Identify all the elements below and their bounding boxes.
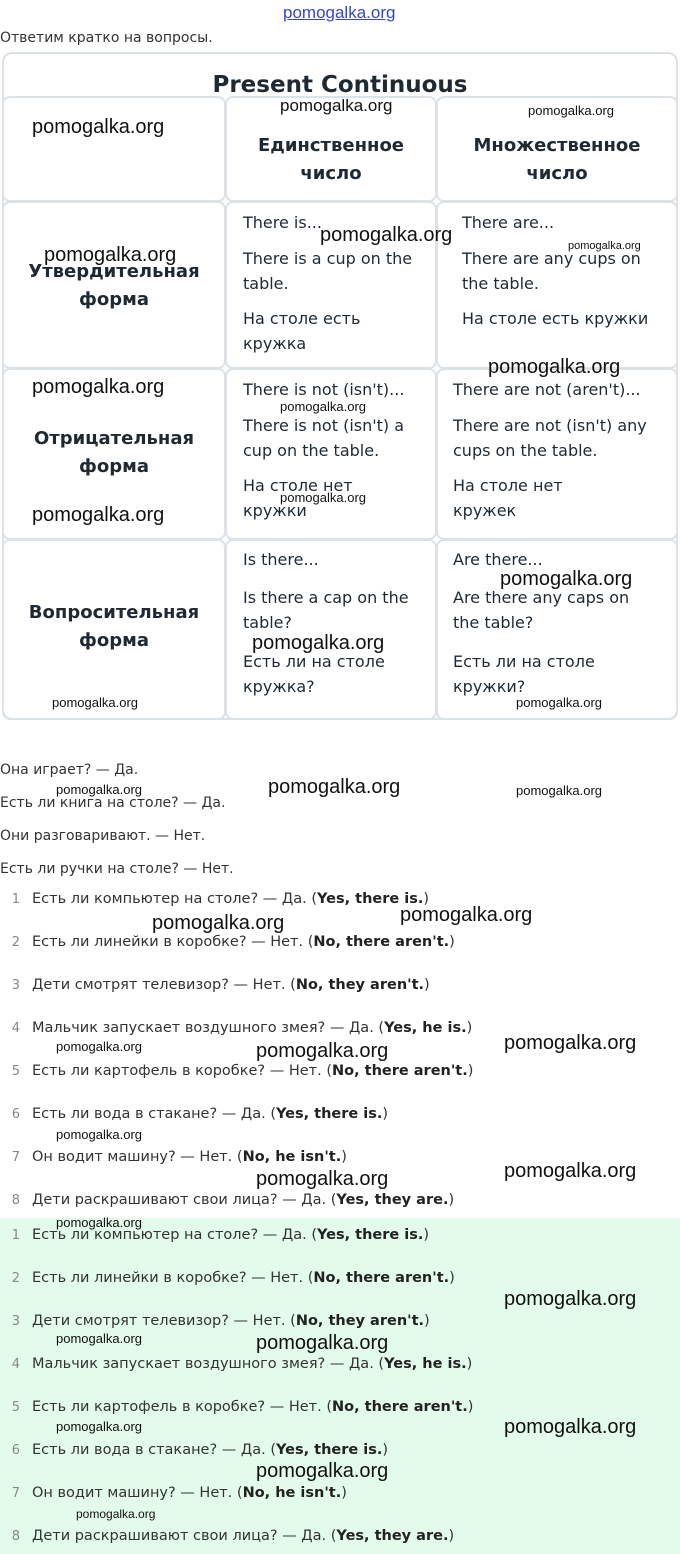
question-answer: Yes, there is. bbox=[316, 891, 424, 907]
answer-value: Yes, they are. bbox=[336, 1528, 449, 1544]
question-plural-example: Are there any caps on the table? bbox=[453, 588, 630, 632]
question-number: 5 bbox=[11, 1064, 20, 1079]
affirmative-plural-translation: На столе есть кружки bbox=[462, 309, 649, 328]
question-close: ) bbox=[341, 1149, 347, 1165]
short-answer-line: Есть ли книга на столе? — Да. bbox=[0, 795, 226, 811]
watermark: pomogalka.org bbox=[516, 695, 602, 710]
answer-item-2 bbox=[0, 1270, 455, 1286]
intro-text: Ответим кратко на вопросы. bbox=[0, 30, 213, 46]
question-number: 6 bbox=[11, 1107, 20, 1122]
question-plural-translation: Есть ли на столе кружки? bbox=[453, 652, 595, 696]
watermark: pomogalka.org bbox=[280, 399, 366, 414]
question-item-6 bbox=[0, 1106, 388, 1122]
watermark: pomogalka.org bbox=[256, 1332, 389, 1354]
question-item-7 bbox=[0, 1149, 347, 1165]
header-singular: Единственное число bbox=[257, 135, 405, 184]
watermark: pomogalka.org bbox=[56, 1215, 142, 1230]
question-answer: No, they aren't. bbox=[295, 977, 425, 993]
answer-value: Yes, there is. bbox=[316, 1227, 424, 1243]
watermark: pomogalka.org bbox=[256, 1168, 389, 1190]
watermark: pomogalka.org bbox=[56, 1127, 142, 1142]
answer-number: 4 bbox=[11, 1357, 20, 1372]
answer-close: ) bbox=[467, 1399, 474, 1415]
question-text: Дети смотрят телевизор? — Нет. ( bbox=[32, 977, 296, 993]
row-label-affirmative: Утвердительная форма bbox=[28, 261, 200, 310]
answer-item-3 bbox=[0, 1313, 430, 1329]
question-plural-pattern: Are there... bbox=[453, 550, 543, 569]
watermark: pomogalka.org bbox=[504, 1160, 637, 1182]
question-number: 2 bbox=[11, 935, 20, 950]
header-plural: Множественное число bbox=[473, 135, 641, 184]
question-answer: Yes, he is. bbox=[384, 1020, 467, 1036]
answer-item-7 bbox=[0, 1485, 347, 1501]
table-header-empty-cell bbox=[2, 96, 226, 202]
question-close: ) bbox=[423, 891, 430, 907]
answer-value: Yes, there is. bbox=[275, 1442, 383, 1458]
answer-value: No, they aren't. bbox=[295, 1313, 425, 1329]
watermark: pomogalka.org bbox=[528, 103, 614, 118]
question-text: Есть ли компьютер на столе? — Да. ( bbox=[32, 891, 317, 907]
answer-number: 5 bbox=[11, 1400, 20, 1415]
answer-close: ) bbox=[449, 1270, 455, 1286]
question-close: ) bbox=[424, 977, 430, 993]
answer-text: Дети смотрят телевизор? — Нет. ( bbox=[32, 1313, 296, 1329]
watermark: pomogalka.org bbox=[504, 1032, 637, 1054]
watermark: pomogalka.org bbox=[252, 632, 385, 654]
question-close: ) bbox=[449, 934, 455, 950]
question-item-3 bbox=[0, 977, 430, 993]
question-answer: No, there aren't. bbox=[331, 1063, 468, 1079]
answer-item-6 bbox=[0, 1442, 388, 1458]
watermark: pomogalka.org bbox=[504, 1416, 637, 1438]
question-item-8 bbox=[0, 1192, 454, 1208]
answer-close: ) bbox=[382, 1442, 389, 1458]
answer-value: No, there aren't. bbox=[313, 1270, 450, 1286]
watermark: pomogalka.org bbox=[488, 356, 621, 378]
question-text: Мальчик запускает воздушного змея? — Да. ( bbox=[32, 1020, 385, 1036]
watermark: pomogalka.org bbox=[152, 912, 285, 934]
answer-close: ) bbox=[448, 1528, 455, 1544]
row-label-question: Вопросительная форма bbox=[28, 602, 200, 651]
answer-close: ) bbox=[341, 1485, 347, 1501]
question-text: Есть ли картофель в коробке? — Нет. ( bbox=[32, 1063, 332, 1079]
answer-value: Yes, he is. bbox=[384, 1356, 467, 1372]
answer-text: Он водит машину? — Нет. ( bbox=[32, 1485, 243, 1501]
watermark: pomogalka.org bbox=[400, 904, 533, 926]
question-number: 4 bbox=[11, 1021, 20, 1036]
answer-text: Мальчик запускает воздушного змея? — Да. ( bbox=[32, 1356, 385, 1372]
watermark-top-link[interactable]: pomogalka.org bbox=[283, 3, 396, 22]
question-number: 7 bbox=[11, 1150, 20, 1165]
answer-close: ) bbox=[466, 1356, 473, 1372]
negative-plural-example: There are not (isn't) any cups on the table. bbox=[453, 416, 647, 460]
watermark: pomogalka.org bbox=[32, 504, 165, 526]
affirmative-singular-example: There is a cup on the table. bbox=[243, 249, 413, 293]
answer-close: ) bbox=[423, 1227, 430, 1243]
answer-highlight-panel bbox=[0, 1218, 680, 1554]
negative-plural-pattern: There are not (aren't)... bbox=[453, 380, 641, 399]
watermark: pomogalka.org bbox=[568, 240, 641, 252]
short-answer-line: Есть ли ручки на столе? — Нет. bbox=[0, 861, 234, 877]
question-answer: No, there aren't. bbox=[313, 934, 450, 950]
question-text: Есть ли линейки в коробке? — Нет. ( bbox=[32, 934, 314, 950]
answer-text: Дети раскрашивают свои лица? — Да. ( bbox=[32, 1528, 337, 1544]
answer-text: Есть ли линейки в коробке? — Нет. ( bbox=[32, 1270, 314, 1286]
answer-value: No, there aren't. bbox=[331, 1399, 468, 1415]
answer-number: 2 bbox=[11, 1271, 20, 1286]
answer-number: 8 bbox=[11, 1529, 20, 1544]
question-item-4 bbox=[0, 1020, 472, 1036]
watermark: pomogalka.org bbox=[280, 490, 366, 505]
answer-close: ) bbox=[424, 1313, 430, 1329]
answer-item-8 bbox=[0, 1528, 454, 1544]
watermark: pomogalka.org bbox=[56, 1331, 142, 1346]
question-text: Он водит машину? — Нет. ( bbox=[32, 1149, 243, 1165]
answer-text: Есть ли картофель в коробке? — Нет. ( bbox=[32, 1399, 332, 1415]
short-answer-line: Они разговаривают. — Нет. bbox=[0, 828, 206, 844]
affirmative-plural-example: There are any cups on the table. bbox=[462, 249, 641, 293]
answer-number: 7 bbox=[11, 1486, 20, 1501]
watermark: pomogalka.org bbox=[280, 96, 393, 115]
question-item-1 bbox=[0, 891, 429, 907]
question-singular-example: Is there a cap on the table? bbox=[243, 588, 409, 632]
watermark: pomogalka.org bbox=[44, 244, 177, 266]
watermark: pomogalka.org bbox=[52, 695, 138, 710]
negative-singular-translation: На столе нет кружки bbox=[243, 476, 353, 520]
question-close: ) bbox=[467, 1063, 474, 1079]
watermark: pomogalka.org bbox=[56, 782, 142, 797]
answer-number: 6 bbox=[11, 1443, 20, 1458]
answer-text: Есть ли компьютер на столе? — Да. ( bbox=[32, 1227, 317, 1243]
answer-number: 1 bbox=[11, 1228, 20, 1243]
question-number: 8 bbox=[11, 1193, 20, 1208]
watermark: pomogalka.org bbox=[256, 1040, 389, 1062]
question-close: ) bbox=[466, 1020, 473, 1036]
table-title: Present Continuous bbox=[212, 72, 468, 98]
watermark: pomogalka.org bbox=[32, 116, 165, 138]
question-close: ) bbox=[382, 1106, 389, 1122]
negative-plural-translation: На столе нет кружек bbox=[453, 476, 563, 520]
short-answer-line: Она играет? — Да. bbox=[0, 762, 139, 778]
watermark: pomogalka.org bbox=[516, 783, 602, 798]
question-answer: Yes, there is. bbox=[275, 1106, 383, 1122]
affirmative-plural-pattern: There are... bbox=[462, 213, 555, 232]
question-singular-pattern: Is there... bbox=[243, 550, 319, 569]
answer-text: Есть ли вода в стакане? — Да. ( bbox=[32, 1442, 276, 1458]
answer-number: 3 bbox=[11, 1314, 20, 1329]
watermark: pomogalka.org bbox=[32, 376, 165, 398]
watermark: pomogalka.org bbox=[56, 1039, 142, 1054]
watermark: pomogalka.org bbox=[268, 776, 401, 798]
negative-singular-pattern: There is not (isn't)... bbox=[243, 380, 405, 399]
question-close: ) bbox=[448, 1192, 455, 1208]
question-item-2 bbox=[0, 934, 455, 950]
affirmative-singular-pattern: There is... bbox=[243, 213, 322, 232]
question-item-5 bbox=[0, 1063, 473, 1079]
watermark: pomogalka.org bbox=[56, 1419, 142, 1434]
watermark: pomogalka.org bbox=[256, 1460, 389, 1482]
watermark: pomogalka.org bbox=[320, 224, 453, 246]
question-number: 3 bbox=[11, 978, 20, 993]
question-number: 1 bbox=[11, 892, 20, 907]
question-singular-translation: Есть ли на столе кружка? bbox=[243, 652, 385, 696]
watermark: pomogalka.org bbox=[500, 568, 633, 590]
watermark: pomogalka.org bbox=[504, 1288, 637, 1310]
answer-item-5 bbox=[0, 1399, 473, 1415]
question-text: Есть ли вода в стакане? — Да. ( bbox=[32, 1106, 276, 1122]
answer-item-4 bbox=[0, 1356, 472, 1372]
question-answer: No, he isn't. bbox=[242, 1149, 342, 1165]
question-text: Дети раскрашивают свои лица? — Да. ( bbox=[32, 1192, 337, 1208]
affirmative-singular-translation: На столе есть кружка bbox=[243, 309, 361, 353]
answer-value: No, he isn't. bbox=[242, 1485, 342, 1501]
watermark: pomogalka.org bbox=[76, 1507, 156, 1521]
question-answer: Yes, they are. bbox=[336, 1192, 449, 1208]
row-label-negative: Отрицательная форма bbox=[33, 428, 195, 477]
negative-singular-example: There is not (isn't) a cup on the table. bbox=[243, 416, 405, 460]
